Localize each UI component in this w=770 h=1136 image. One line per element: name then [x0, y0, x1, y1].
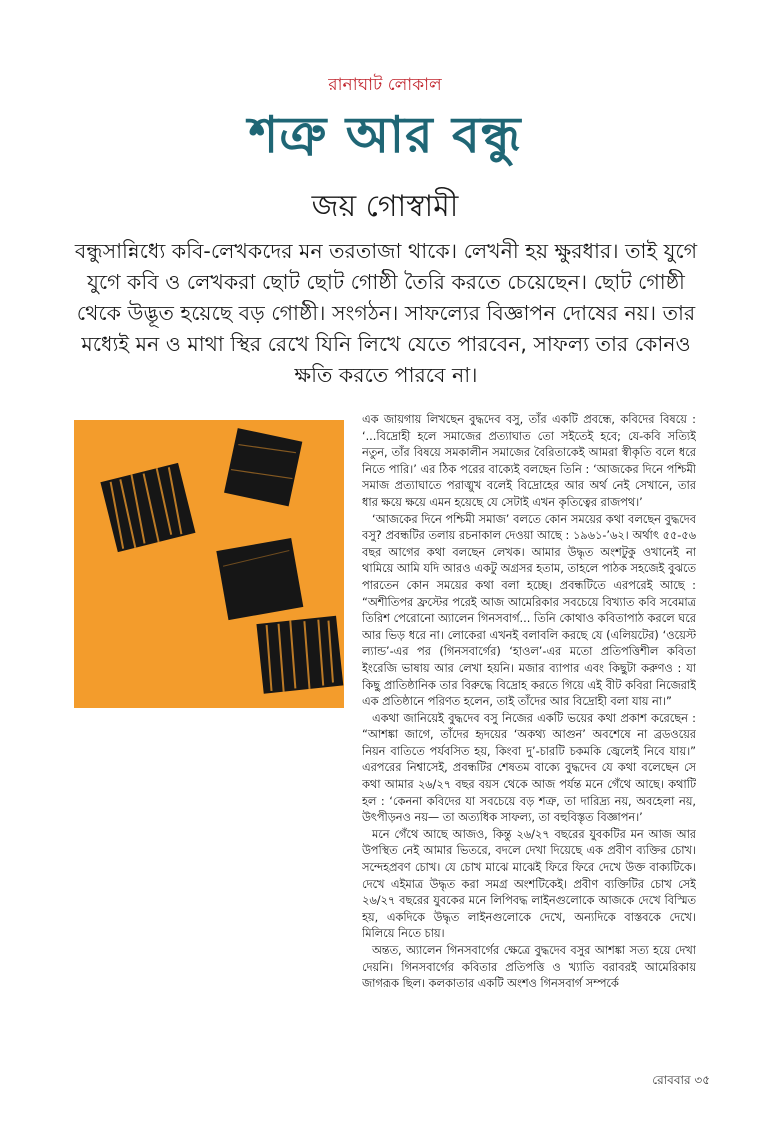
page-folio: রোববার ৩৫: [652, 1073, 710, 1087]
body-paragraph: অন্তত, অ্যালেন গিনসবার্গের ক্ষেত্রে বুদ্ধদেব বসুর আশঙ্কা সত্য হয়ে দেখা দেয়নি। গিনসবার্গের কবিতার প্রতিপত্তি ও খ্যাতি বরাবরই আমেরিকায় জাগরূক ছিল। কলকাতার একটি অংশও গিনসবার্গ সম্পর্কে: [362, 944, 696, 991]
article-body: [362, 412, 696, 1060]
standfirst: বন্ধুসান্নিধ্যে কবি-লেখকদের মন তরতাজা থাকে। লেখনী হয় ক্ষুরধার। তাই যুগে যুগে কবি ও লেখকরা ছোট ছোট গোষ্ঠী তৈরি করতে চেয়েছেন। ছোট গোষ্ঠী থেকে উদ্ভূত হয়েছে বড় গোষ্ঠী। সংগঠন। সাফল্যের বিজ্ঞাপন দোষের নয়। তার মধ্যেই মন ও মাথা স্থির রেখে যিনি লিখে যেতে পারবেন, সাফল্য তার কোনও ক্ষতি করতে পারবে না।: [74, 239, 698, 387]
abstract-illustration: [74, 420, 344, 708]
author-byline: জয় গোস্বামী: [311, 189, 459, 224]
body-paragraph: একথা জানিয়েই বুদ্ধদেব বসু নিজের একটি ভয়ের কথা প্রকাশ করেছেন : “আশঙ্কা জাগে, তাঁদের হৃদয়ের ‘অকথ্য আগুন’ অবশেষে না ব্রডওয়ের নিয়ন বাতিতে পর্যবসিত হয়, কিংবা দু’-চারটি চকমকি জ্বেলেই নিবে যায়।” এরপরের নিশ্বাসেই, প্রবন্ধটির শেষতম বাক্যে বুদ্ধদেব যে কথা বলেছেন সে কথা আমার ২৬/২৭ বছর বয়স থেকে আজ পর্যন্ত মনে গেঁথে আছে। কথাটি হল : ‘কেননা কবিদের যা সবচেয়ে বড় শত্রু, তা দারিদ্র্য নয়, অবহেলা নয়, উৎপীড়নও নয়— তা অত্যধিক সাফল্য, তা বহুবিস্তৃত বিজ্ঞাপন।’: [362, 711, 696, 825]
body-paragraph: ‘আজকের দিনে পশ্চিমী সমাজ’ বলতে কোন সময়ের কথা বলছেন বুদ্ধদেব বসু? প্রবন্ধটির তলায় রচনাকাল দেওয়া আছে : ১৯৬১-’৬২। অর্থাৎ ৫৫-৫৬ বছর আগের কথা বলছেন লেখক। আমার উদ্ধৃত অংশটুকু ওখানেই না থামিয়ে আমি যদি আরও একটু অগ্রসর হতাম, তাহলে পাঠক সহজেই বুঝতে পারতেন কোন সময়ের কথা বলা হচ্ছে। প্রবন্ধটিতে এরপরেই আছে : “অশীতিপর ফ্রস্টের পরেই আজ আমেরিকার সবচেয়ে বিখ্যাত কবি সবেমাত্র তিরিশ পেরোনো অ্যালেন গিনসবার্গ... তিনি কোথাও কবিতাপাঠ করলে ঘরে আর ভিড় ধরে না। লোকেরা এখনই বলাবলি করছে যে (এলিয়টের) ‘ওয়েস্ট ল্যান্ড’-এর পর (গিনসবার্গের) ‘হাওল’-এর মতো প্রতিপত্তিশীল কবিতা ইংরেজি ভাষায় আর লেখা হয়নি। মজার ব্যাপার এবং কিছুটা করুণও : যা কিছু প্রাতিষ্ঠানিক তার বিরুদ্ধে বিদ্রোহ করতে গিয়ে এই বীট কবিরা নিজেরাই এক প্রতিষ্ঠানে পরিণত হলেন, তাই তাঁদের আর বিদ্রোহী বলা যায় না।”: [362, 512, 696, 709]
column-kicker: রানাঘাট লোকাল: [328, 75, 442, 95]
body-paragraph: এক জায়গায় লিখছেন বুদ্ধদেব বসু, তাঁর একটি প্রবন্ধে, কবিদের বিষয়ে : ‘...বিদ্রোহী হলে সমাজের প্রত্যাঘাত তো সইতেই হবে; যে-কবি সত্যিই নতুন, তাঁর বিষয়ে সমকালীন সমাজের বৈরিতাকেই আমরা স্বীকৃতি বলে ধরে নিতে পারি।’ এর ঠিক পরের বাক্যেই বলছেন তিনি : ‘আজকের দিনে পশ্চিমী সমাজ প্রত্যাঘাতে পরাঙ্মুখ বলেই বিদ্রোহের আর অর্থ নেই সেখানে, তার ধার ক্ষয়ে ক্ষয়ে এমন হয়েছে যে সেটাই এখন কৃতিত্বের রাজপথ।’: [362, 413, 696, 509]
body-paragraph: মনে গেঁথে আছে আজও, কিন্তু ২৬/২৭ বছরের যুবকটির মন আজ আর উপস্থিত নেই আমার ভিতরে, বদলে দেখা দিয়েছে এক প্রবীণ ব্যক্তির চোখ। সন্দেহপ্রবণ চোখ। যে চোখ মাঝে মাঝেই ফিরে ফিরে দেখে উক্ত বাক্যটিকে। দেখে এইমাত্র উদ্ধৃত করা সমগ্র অংশটিকেই। প্রবীণ ব্যক্তিটির চোখ সেই ২৬/২৭ বছরের যুবকের মনে লিপিবদ্ধ লাইনগুলোকে আজকে দেখে বিস্মিত হয়, একদিকে উদ্ধৃত লাইনগুলোকে দেখে, অন্যদিকে বাস্তবকে দেখে। মিলিয়ে নিতে চায়।: [362, 827, 696, 941]
article-title: শত্রু আর বন্ধু: [248, 106, 522, 164]
